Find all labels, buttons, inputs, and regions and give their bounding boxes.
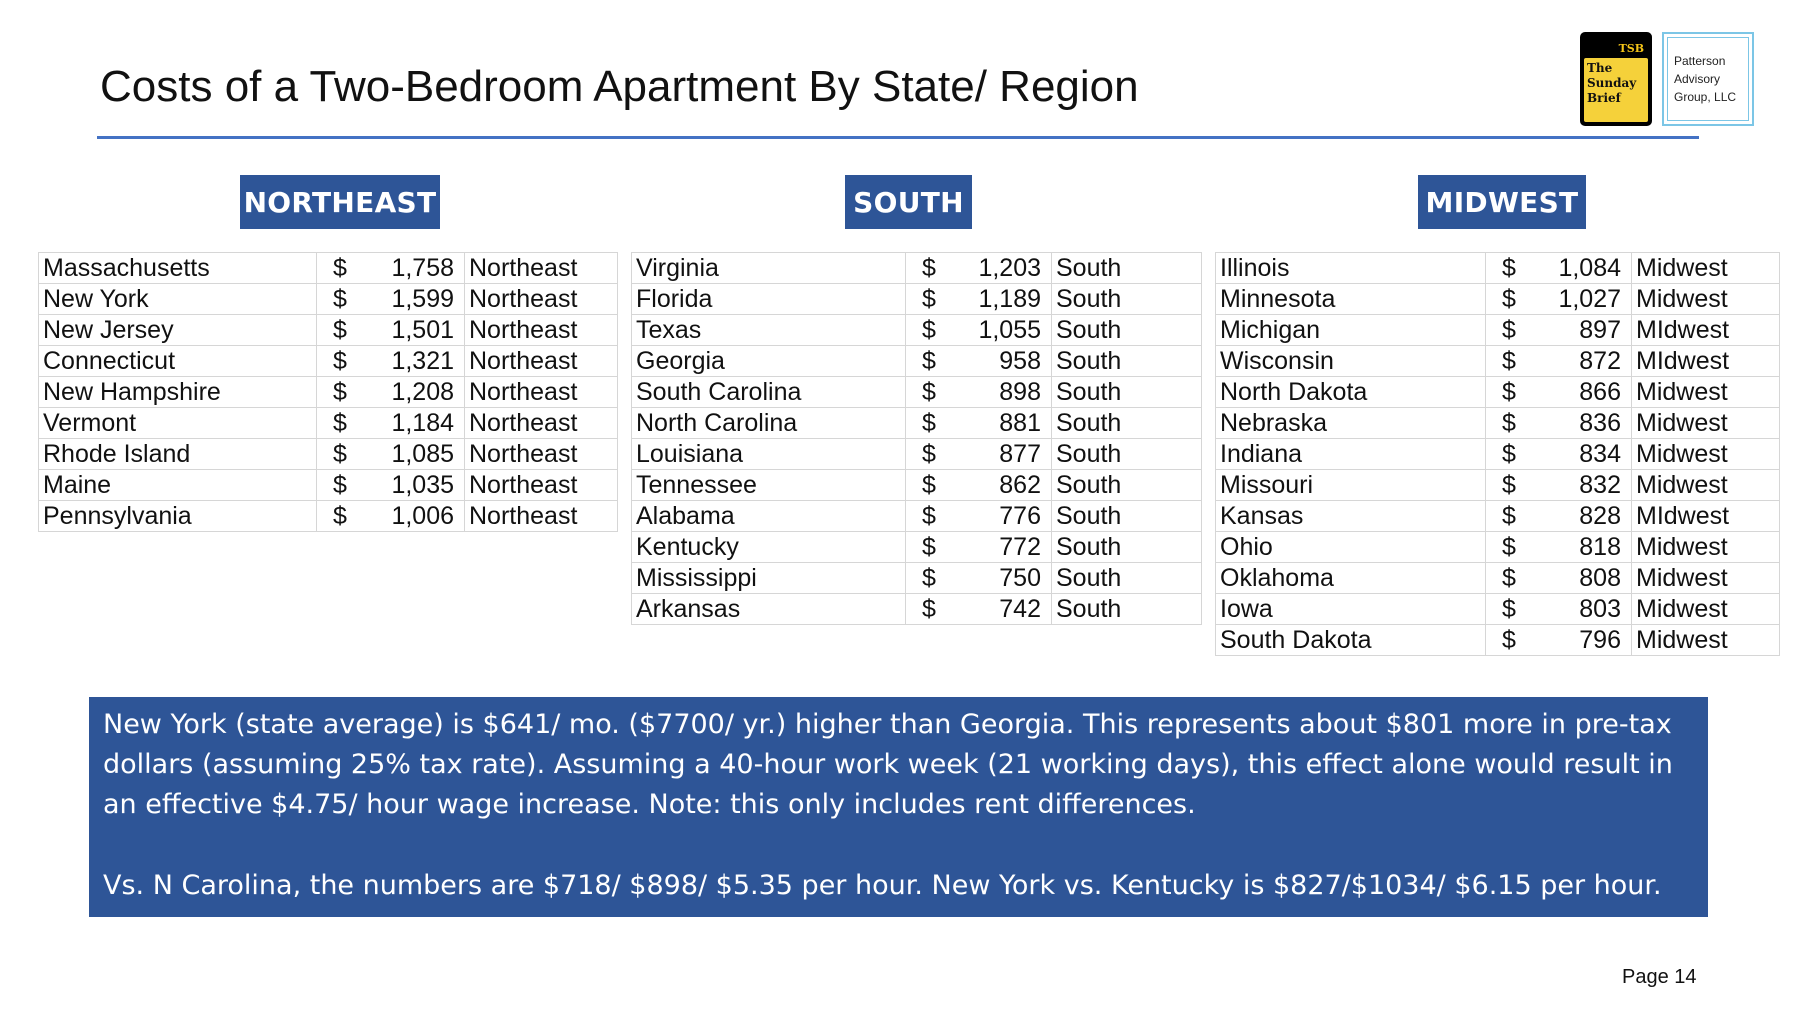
page-number: Page 14: [1622, 966, 1697, 988]
currency-cell: $: [906, 315, 948, 346]
state-cell: Kentucky: [632, 532, 906, 563]
region-cell: South: [1052, 284, 1202, 315]
state-cell: Rhode Island: [39, 439, 317, 470]
region-cell: Midwest: [1632, 563, 1780, 594]
region-cell: South: [1052, 470, 1202, 501]
state-cell: Wisconsin: [1216, 346, 1486, 377]
cost-cell: 1,599: [359, 284, 465, 315]
region-cell: South: [1052, 501, 1202, 532]
region-cell: South: [1052, 315, 1202, 346]
table-row: [39, 315, 618, 346]
currency-cell: $: [1486, 253, 1528, 284]
state-cell: New York: [39, 284, 317, 315]
commentary-line: New York (state average) is $641/ mo. ($7700/ yr.) higher than Georgia. This represents about $801 more in pre-tax: [103, 709, 1672, 740]
cost-cell: 958: [948, 346, 1052, 377]
table-row: [39, 501, 618, 532]
title-divider: [97, 136, 1699, 139]
state-cell: South Carolina: [632, 377, 906, 408]
commentary-box: [89, 697, 1708, 917]
state-cell: Vermont: [39, 408, 317, 439]
currency-cell: $: [906, 501, 948, 532]
cost-cell: 872: [1528, 346, 1632, 377]
state-cell: Virginia: [632, 253, 906, 284]
cost-cell: 1,203: [948, 253, 1052, 284]
currency-cell: $: [906, 253, 948, 284]
region-label-south: SOUTH: [845, 175, 972, 229]
region-cell: South: [1052, 532, 1202, 563]
table-row: [632, 315, 1202, 346]
region-cell: Northeast: [465, 470, 618, 501]
patterson-logo-text: Patterson Advisory Group, LLC: [1667, 37, 1749, 121]
cost-cell: 1,085: [359, 439, 465, 470]
state-cell: Kansas: [1216, 501, 1486, 532]
table-row: [39, 470, 618, 501]
currency-cell: $: [1486, 532, 1528, 563]
region-cell: Northeast: [465, 439, 618, 470]
cost-cell: 897: [1528, 315, 1632, 346]
cost-cell: 1,501: [359, 315, 465, 346]
cost-cell: 776: [948, 501, 1052, 532]
table-row: [39, 408, 618, 439]
cost-cell: 1,006: [359, 501, 465, 532]
state-cell: Maine: [39, 470, 317, 501]
state-cell: Louisiana: [632, 439, 906, 470]
region-cell: MIdwest: [1632, 501, 1780, 532]
south-table: [631, 252, 1202, 625]
currency-cell: $: [317, 439, 359, 470]
region-cell: South: [1052, 594, 1202, 625]
currency-cell: $: [1486, 315, 1528, 346]
state-cell: Ohio: [1216, 532, 1486, 563]
table-row: [632, 284, 1202, 315]
currency-cell: $: [317, 284, 359, 315]
region-cell: Midwest: [1632, 532, 1780, 563]
table-row: [1216, 253, 1780, 284]
state-cell: New Jersey: [39, 315, 317, 346]
region-cell: South: [1052, 408, 1202, 439]
region-cell: South: [1052, 346, 1202, 377]
region-label-northeast: NORTHEAST: [240, 175, 440, 229]
cost-cell: 862: [948, 470, 1052, 501]
region-cell: Northeast: [465, 408, 618, 439]
cost-cell: 796: [1528, 625, 1632, 656]
region-cell: Northeast: [465, 284, 618, 315]
region-cell: Northeast: [465, 501, 618, 532]
region-cell: Midwest: [1632, 594, 1780, 625]
currency-cell: $: [906, 346, 948, 377]
state-cell: Connecticut: [39, 346, 317, 377]
state-cell: Minnesota: [1216, 284, 1486, 315]
region-cell: Midwest: [1632, 439, 1780, 470]
cost-cell: 1,055: [948, 315, 1052, 346]
table-row: [1216, 594, 1780, 625]
state-cell: Missouri: [1216, 470, 1486, 501]
table-row: [1216, 315, 1780, 346]
state-cell: Michigan: [1216, 315, 1486, 346]
currency-cell: $: [906, 408, 948, 439]
state-cell: Tennessee: [632, 470, 906, 501]
table-row: [1216, 346, 1780, 377]
currency-cell: $: [1486, 408, 1528, 439]
region-cell: South: [1052, 439, 1202, 470]
state-cell: Alabama: [632, 501, 906, 532]
currency-cell: $: [1486, 470, 1528, 501]
state-cell: Indiana: [1216, 439, 1486, 470]
cost-cell: 750: [948, 563, 1052, 594]
state-cell: Oklahoma: [1216, 563, 1486, 594]
table-row: [39, 253, 618, 284]
state-cell: Texas: [632, 315, 906, 346]
state-cell: New Hampshire: [39, 377, 317, 408]
cost-cell: 808: [1528, 563, 1632, 594]
state-cell: Massachusetts: [39, 253, 317, 284]
northeast-table: [38, 252, 618, 532]
tsb-logo-acronym: TSB: [1618, 42, 1644, 55]
patterson-advisory-logo: [1662, 32, 1754, 126]
cost-cell: 1,027: [1528, 284, 1632, 315]
currency-cell: $: [1486, 284, 1528, 315]
currency-cell: $: [1486, 377, 1528, 408]
cost-cell: 877: [948, 439, 1052, 470]
region-cell: Northeast: [465, 346, 618, 377]
cost-cell: 818: [1528, 532, 1632, 563]
state-cell: Illinois: [1216, 253, 1486, 284]
table-row: [632, 377, 1202, 408]
cost-cell: 1,084: [1528, 253, 1632, 284]
table-row: [1216, 563, 1780, 594]
region-cell: MIdwest: [1632, 346, 1780, 377]
table-row: [632, 563, 1202, 594]
region-cell: South: [1052, 563, 1202, 594]
region-cell: Northeast: [465, 315, 618, 346]
cost-cell: 1,208: [359, 377, 465, 408]
table-row: [39, 346, 618, 377]
cost-cell: 772: [948, 532, 1052, 563]
state-cell: Pennsylvania: [39, 501, 317, 532]
state-cell: Arkansas: [632, 594, 906, 625]
cost-cell: 866: [1528, 377, 1632, 408]
region-cell: Northeast: [465, 377, 618, 408]
currency-cell: $: [1486, 563, 1528, 594]
currency-cell: $: [906, 563, 948, 594]
commentary-line: dollars (assuming 25% tax rate). Assuming a 40-hour work week (21 working days), this effect alone would result in: [103, 749, 1673, 780]
cost-cell: 803: [1528, 594, 1632, 625]
state-cell: North Dakota: [1216, 377, 1486, 408]
cost-cell: 834: [1528, 439, 1632, 470]
table-row: [39, 284, 618, 315]
currency-cell: $: [317, 408, 359, 439]
region-cell: Midwest: [1632, 253, 1780, 284]
region-cell: Northeast: [465, 253, 618, 284]
region-cell: MIdwest: [1632, 315, 1780, 346]
commentary-comparison: Vs. N Carolina, the numbers are $718/ $898/ $5.35 per hour. New York vs. Kentucky is $827/$1034/ $6.15 per hour.: [103, 870, 1662, 901]
cost-cell: 898: [948, 377, 1052, 408]
currency-cell: $: [1486, 594, 1528, 625]
currency-cell: $: [906, 284, 948, 315]
cost-cell: 828: [1528, 501, 1632, 532]
currency-cell: $: [317, 253, 359, 284]
table-row: [1216, 470, 1780, 501]
slide-title: Costs of a Two-Bedroom Apartment By State/ Region: [100, 62, 1139, 111]
currency-cell: $: [906, 439, 948, 470]
currency-cell: $: [317, 501, 359, 532]
cost-cell: 1,758: [359, 253, 465, 284]
region-cell: South: [1052, 253, 1202, 284]
currency-cell: $: [1486, 501, 1528, 532]
cost-cell: 1,035: [359, 470, 465, 501]
table-row: [1216, 377, 1780, 408]
table-row: [1216, 408, 1780, 439]
table-row: [1216, 501, 1780, 532]
state-cell: Mississippi: [632, 563, 906, 594]
currency-cell: $: [317, 315, 359, 346]
currency-cell: $: [1486, 346, 1528, 377]
currency-cell: $: [906, 532, 948, 563]
table-row: [632, 346, 1202, 377]
cost-cell: 1,321: [359, 346, 465, 377]
tsb-logo-text: The Sunday Brief: [1584, 58, 1648, 122]
currency-cell: $: [317, 377, 359, 408]
table-row: [632, 408, 1202, 439]
table-row: [632, 439, 1202, 470]
state-cell: North Carolina: [632, 408, 906, 439]
currency-cell: $: [906, 470, 948, 501]
cost-cell: 836: [1528, 408, 1632, 439]
table-row: [632, 594, 1202, 625]
region-cell: Midwest: [1632, 625, 1780, 656]
table-row: [1216, 284, 1780, 315]
currency-cell: $: [317, 346, 359, 377]
sunday-brief-logo: [1580, 32, 1652, 126]
table-row: [632, 470, 1202, 501]
table-row: [632, 532, 1202, 563]
currency-cell: $: [1486, 625, 1528, 656]
state-cell: Nebraska: [1216, 408, 1486, 439]
currency-cell: $: [1486, 439, 1528, 470]
state-cell: Georgia: [632, 346, 906, 377]
cost-cell: 1,184: [359, 408, 465, 439]
cost-cell: 881: [948, 408, 1052, 439]
table-row: [1216, 532, 1780, 563]
state-cell: Iowa: [1216, 594, 1486, 625]
table-row: [632, 501, 1202, 532]
commentary-line: an effective $4.75/ hour wage increase. Note: this only includes rent differences.: [103, 789, 1196, 820]
table-row: [39, 377, 618, 408]
region-cell: Midwest: [1632, 408, 1780, 439]
region-cell: Midwest: [1632, 470, 1780, 501]
cost-cell: 1,189: [948, 284, 1052, 315]
region-label-midwest: MIDWEST: [1418, 175, 1586, 229]
currency-cell: $: [906, 377, 948, 408]
state-cell: South Dakota: [1216, 625, 1486, 656]
region-cell: Midwest: [1632, 284, 1780, 315]
cost-cell: 742: [948, 594, 1052, 625]
cost-cell: 832: [1528, 470, 1632, 501]
table-row: [1216, 439, 1780, 470]
table-row: [1216, 625, 1780, 656]
midwest-table: [1215, 252, 1780, 656]
table-row: [632, 253, 1202, 284]
table-row: [39, 439, 618, 470]
region-cell: South: [1052, 377, 1202, 408]
currency-cell: $: [317, 470, 359, 501]
region-cell: Midwest: [1632, 377, 1780, 408]
currency-cell: $: [906, 594, 948, 625]
state-cell: Florida: [632, 284, 906, 315]
